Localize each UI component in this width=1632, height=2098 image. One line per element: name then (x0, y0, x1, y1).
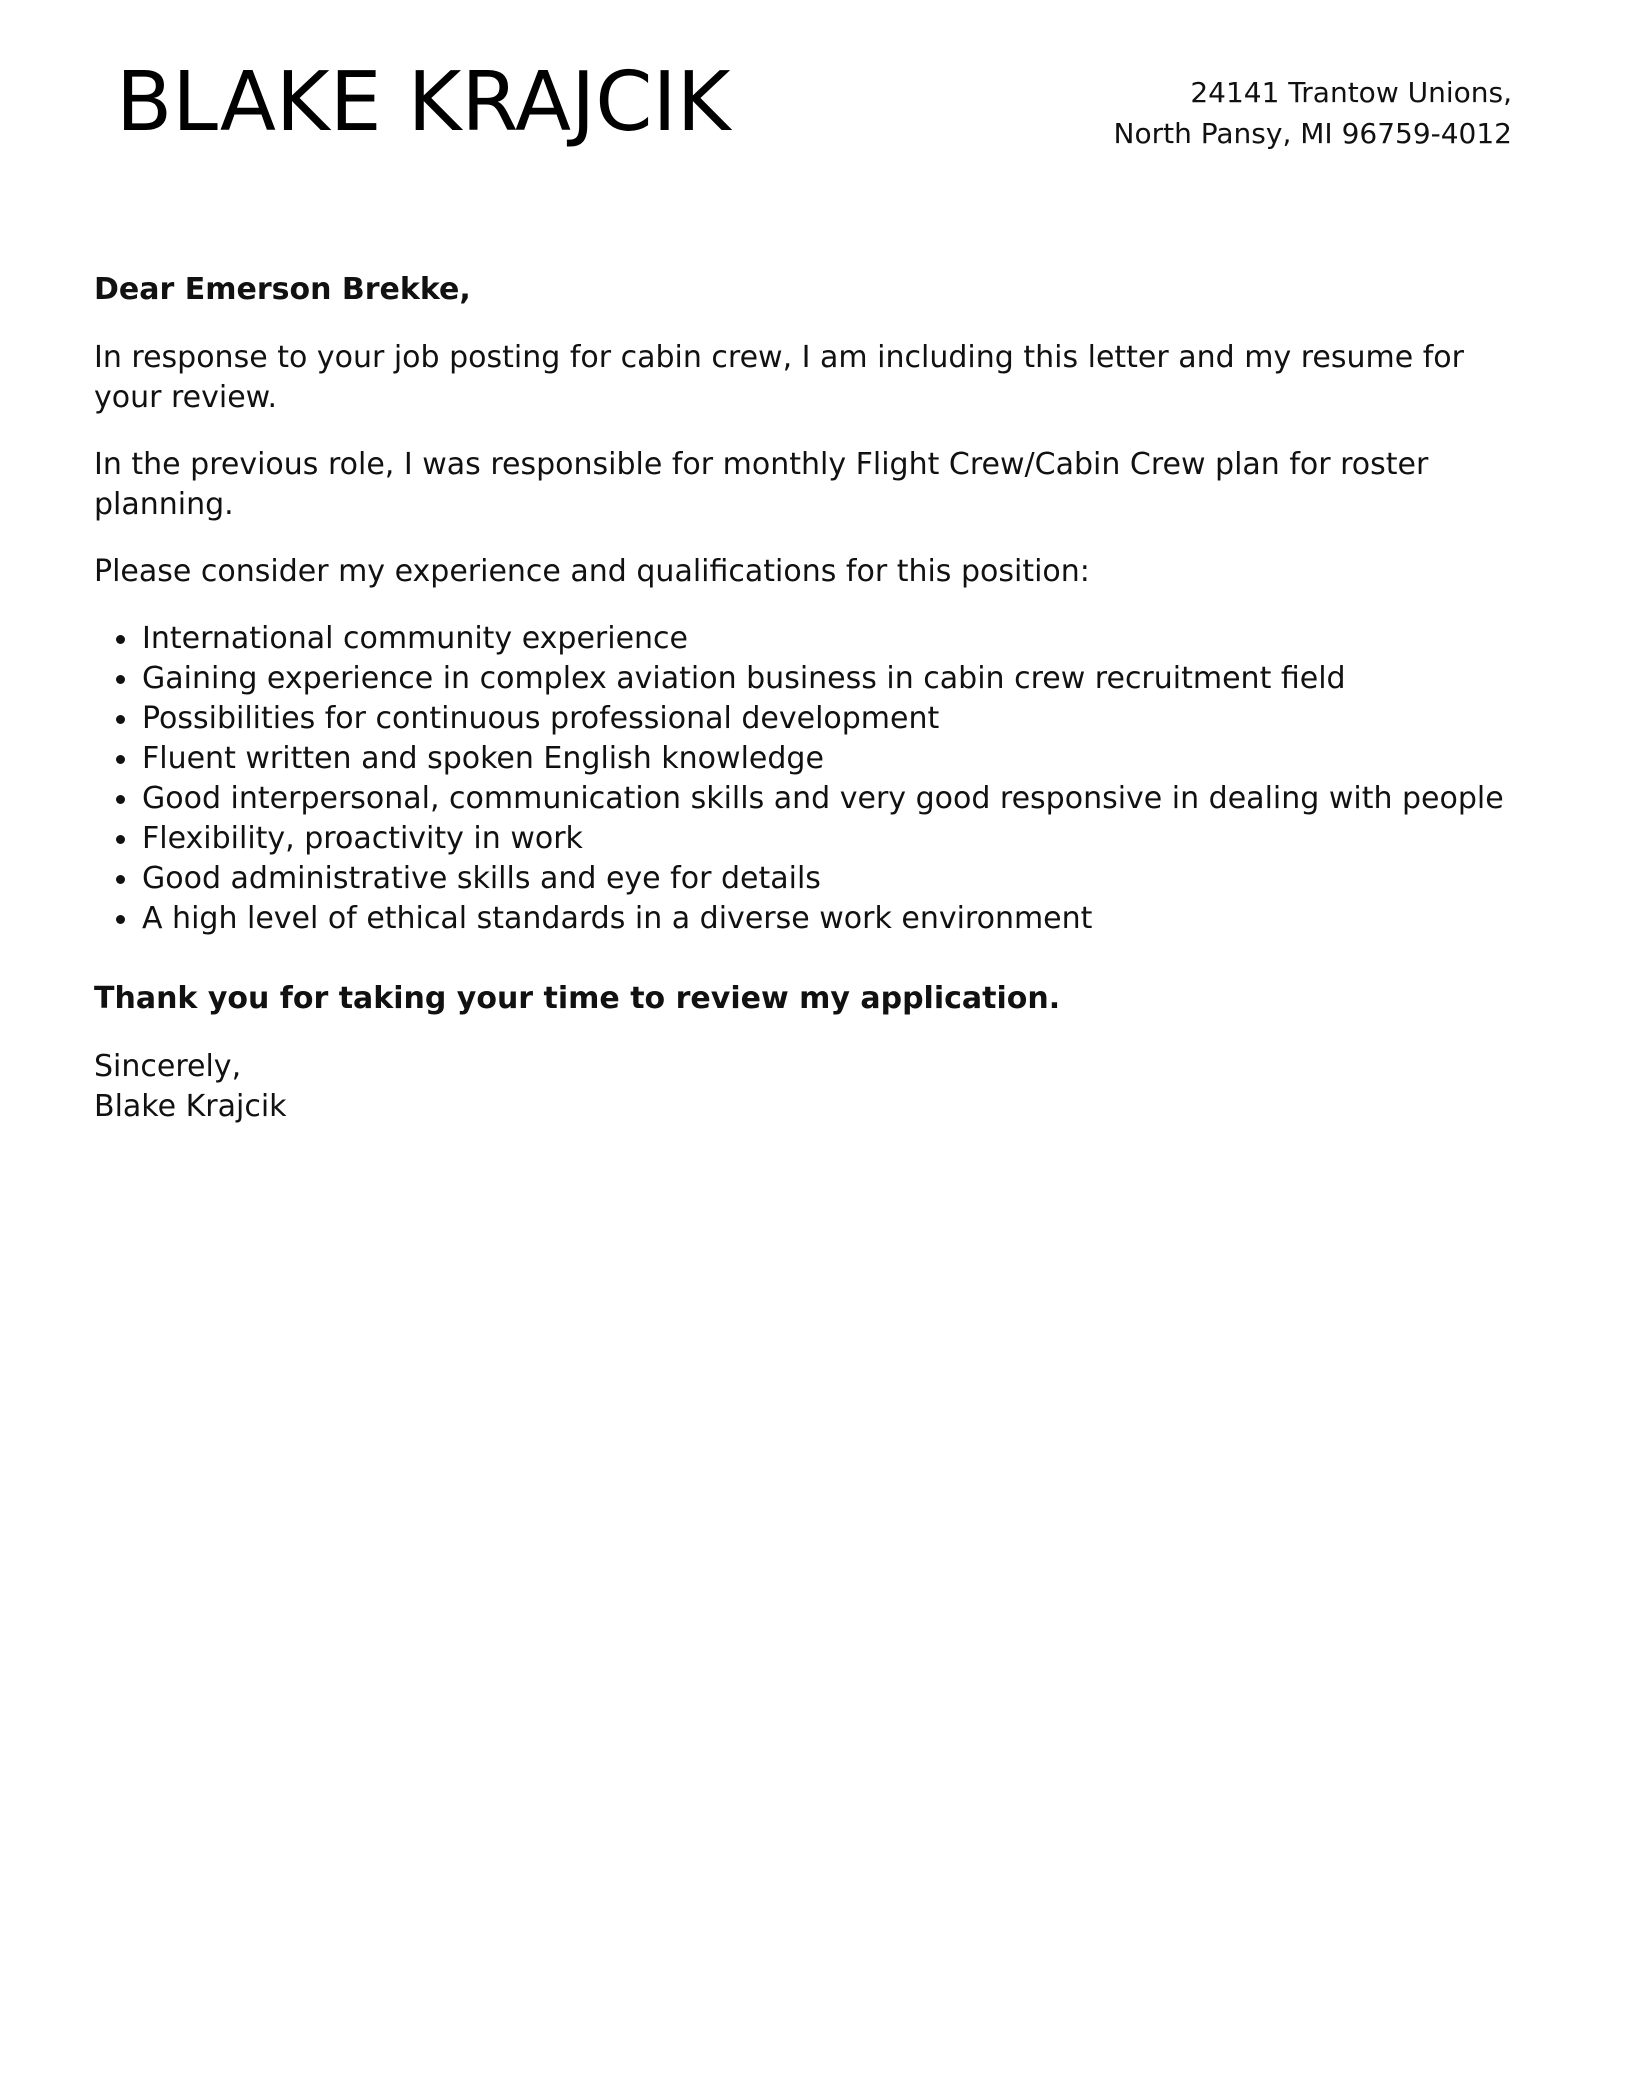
bullet-icon (116, 755, 125, 764)
signature-name: Blake Krajcik (94, 1089, 287, 1124)
list-item-text: Gaining experience in complex aviation business in cabin crew recruitment field (142, 661, 1346, 696)
list-item-text: Possibilities for continuous professional development (142, 701, 940, 736)
list-item-text: A high level of ethical standards in a diverse work environment (142, 901, 1093, 936)
address-block (1114, 72, 1512, 154)
bullet-icon (116, 715, 125, 724)
bullet-icon (116, 675, 125, 684)
qualifications-list (94, 619, 1534, 939)
applicant-name: BLAKE KRAJCIK (116, 55, 731, 150)
signoff-block (94, 1047, 1534, 1127)
paragraph-consider: Please consider my experience and qualifications for this position: (94, 554, 1090, 589)
list-item-text: Fluent written and spoken English knowledge (142, 741, 824, 776)
list-item-text: Good interpersonal, communication skills and very good responsive in dealing with people (142, 781, 1504, 816)
address-line-1: 24141 Trantow Unions, (1190, 76, 1512, 109)
list-item (142, 659, 1534, 699)
list-item (142, 859, 1534, 899)
greeting: Dear Emerson Brekke, (94, 272, 471, 307)
bullet-icon (116, 795, 125, 804)
closing: Sincerely, (94, 1049, 242, 1084)
list-item (142, 619, 1534, 659)
list-item-text: Flexibility, proactivity in work (142, 821, 583, 856)
list-item (142, 699, 1534, 739)
list-item (142, 779, 1534, 819)
address-line-2: North Pansy, MI 96759-4012 (1113, 117, 1512, 150)
list-item-text: International community experience (142, 621, 688, 656)
bullet-icon (116, 875, 125, 884)
thank-you-line: Thank you for taking your time to review my application. (94, 981, 1061, 1016)
bullet-icon (116, 835, 125, 844)
paragraph-intro: In response to your job posting for cabin crew, I am including this letter and my resume for your review. (94, 340, 1464, 415)
list-item-text: Good administrative skills and eye for details (142, 861, 821, 896)
list-item (142, 899, 1534, 939)
paragraph-previous-role: In the previous role, I was responsible for monthly Flight Crew/Cabin Crew plan for roster planning. (94, 447, 1429, 522)
bullet-icon (116, 635, 125, 644)
list-item (142, 739, 1534, 779)
bullet-icon (116, 915, 125, 924)
letter-body (94, 270, 1534, 1127)
list-item (142, 819, 1534, 859)
